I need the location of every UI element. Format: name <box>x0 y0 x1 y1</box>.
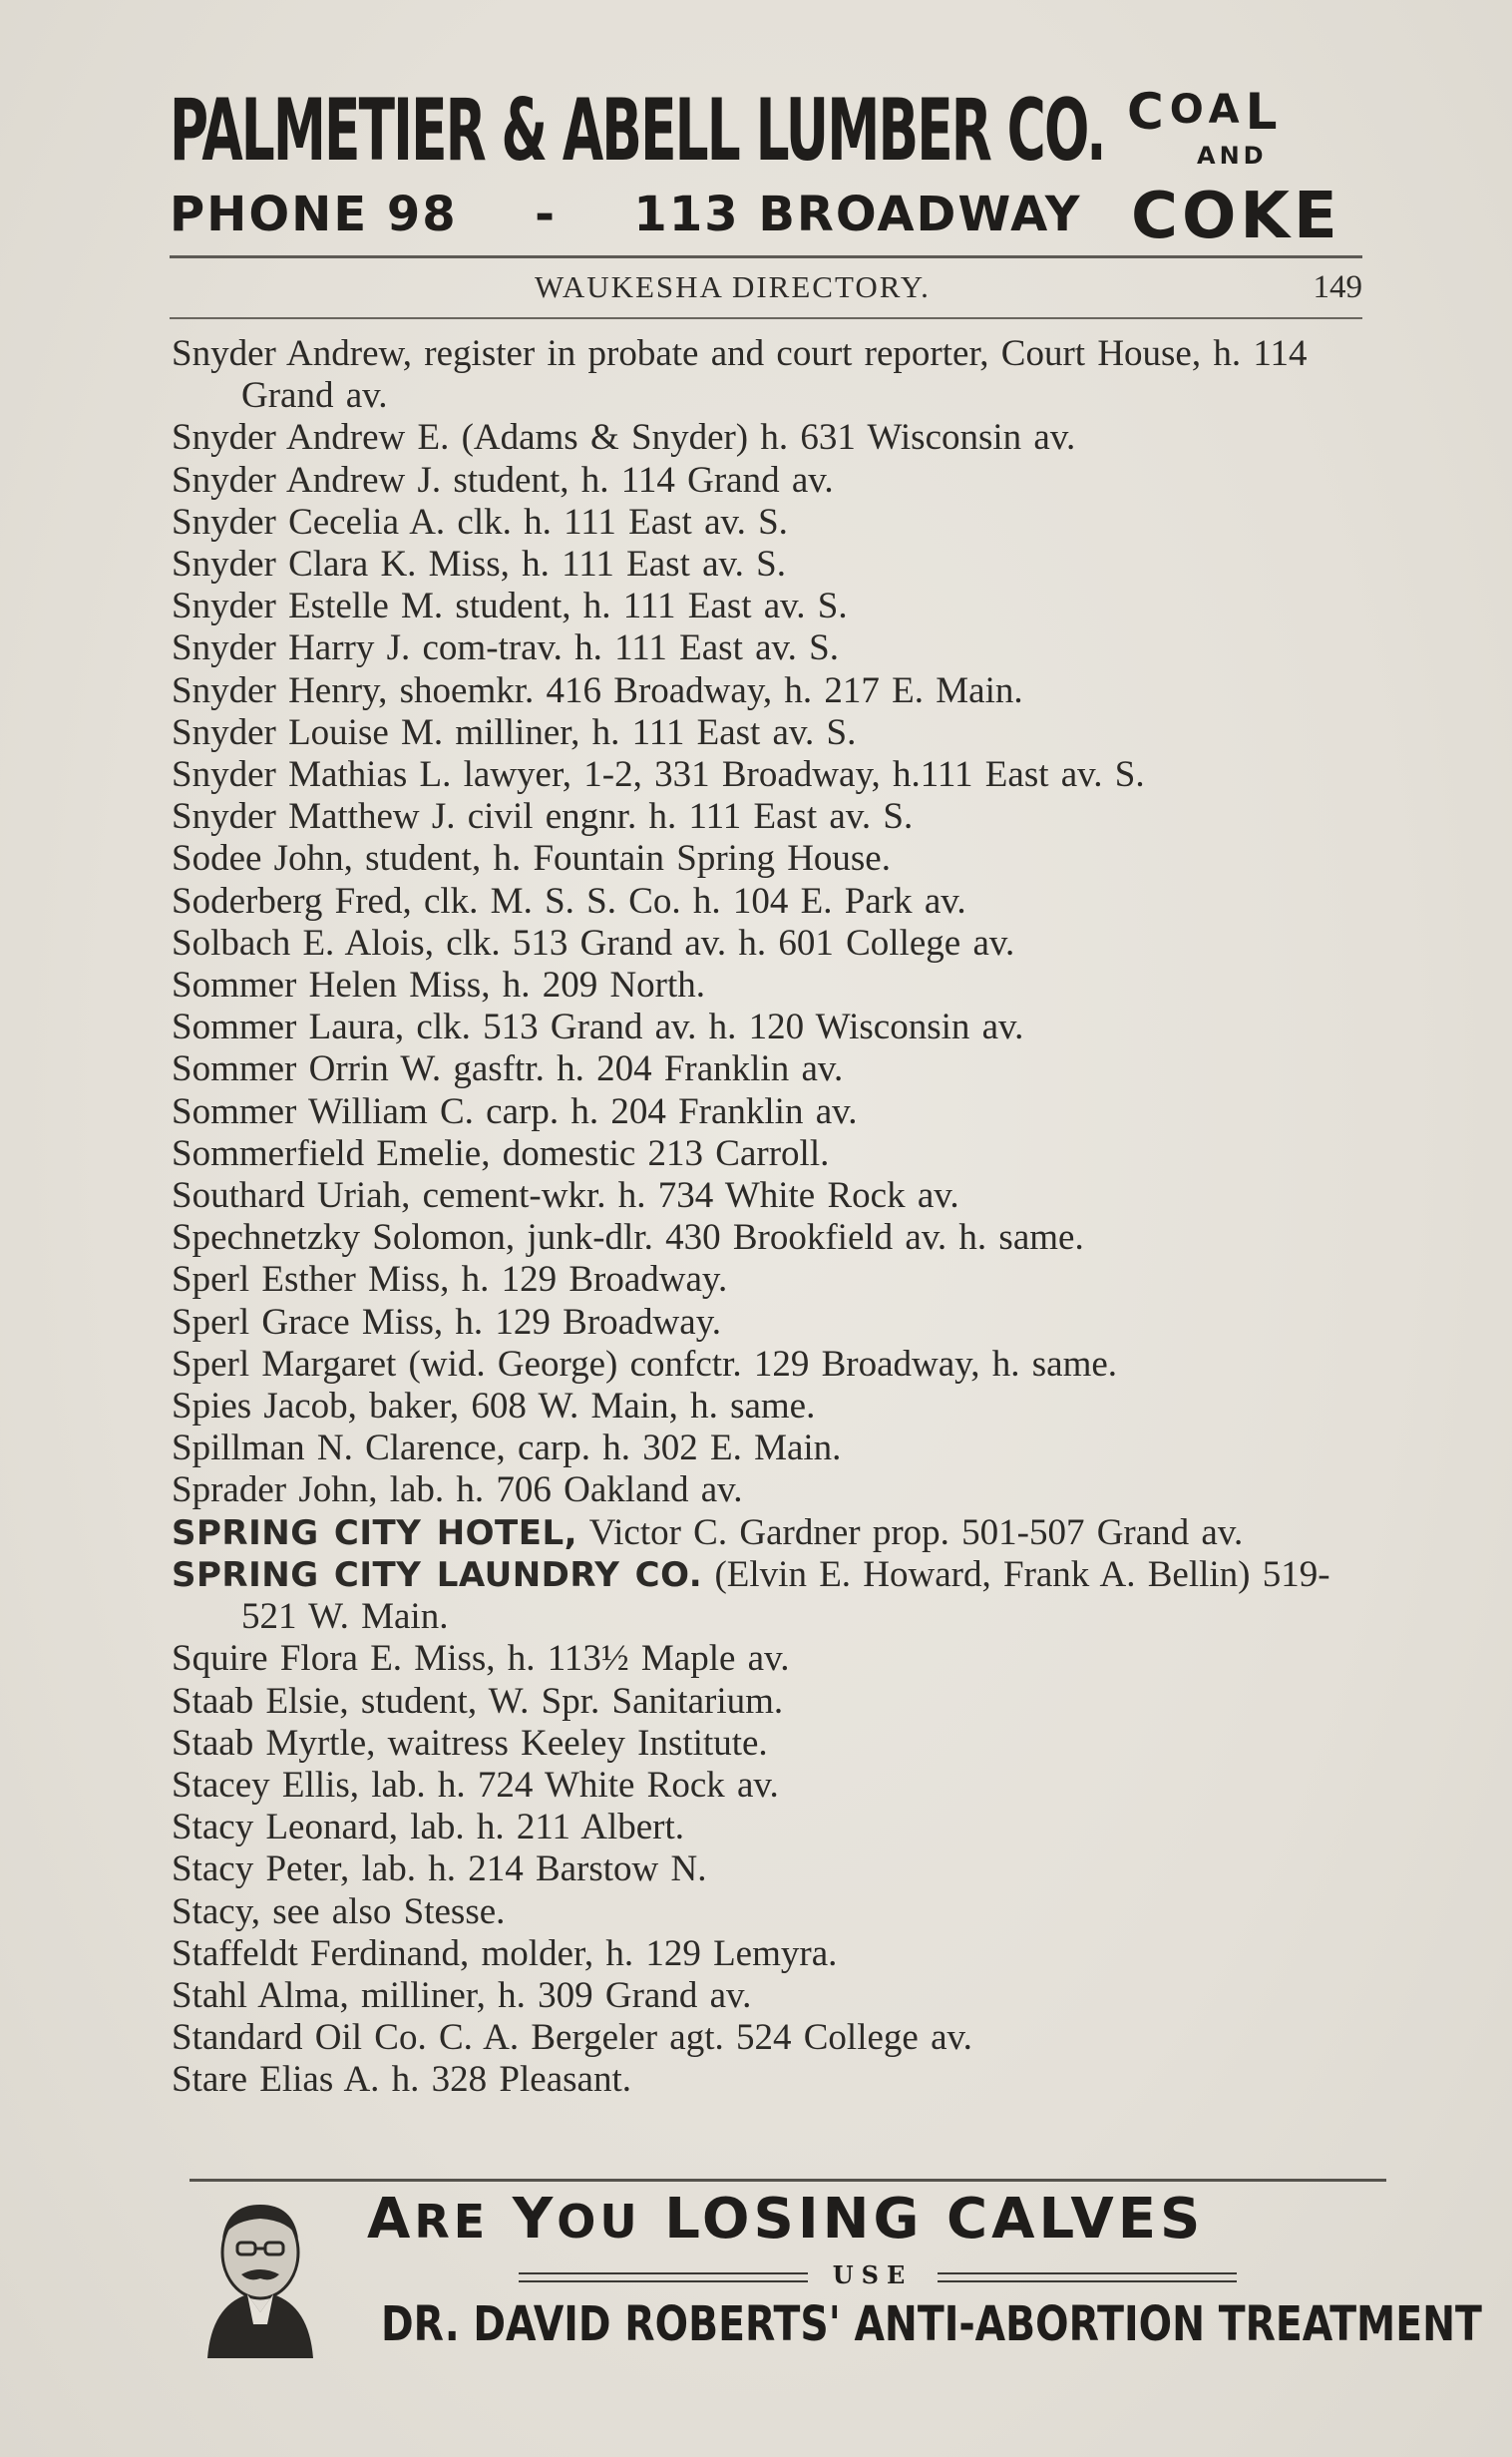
headline-ou: OU <box>557 2195 641 2249</box>
listing-entry: Stahl Alma, milliner, h. 309 Grand av. <box>172 1974 752 2016</box>
headline-rest: LOSING CALVES <box>664 2187 1205 2252</box>
listing-entry: Staab Myrtle, waitress Keeley Institute. <box>172 1722 768 1764</box>
entries-group-b <box>172 1638 1378 2101</box>
listing-entry: Snyder Andrew, register in probate and court reporter, Court House, h. 114 Grand av. <box>172 333 1308 417</box>
ad-treatment: DR. DAVID ROBERTS' ANTI-ABORTION TREATMENT <box>381 2296 1482 2352</box>
headline-y: Y <box>512 2187 558 2252</box>
listing-entry: Sperl Esther Miss, h. 129 Broadway. <box>172 1259 728 1301</box>
listing-entry: Spechnetzky Solomon, junk-dlr. 430 Brookfield av. h. same. <box>172 1217 1084 1259</box>
listing-entry: Stacey Ellis, lab. h. 724 White Rock av. <box>172 1764 779 1806</box>
listing-entry: Snyder Cecelia A. clk. h. 111 East av. S. <box>172 501 788 543</box>
running-head-rule <box>170 317 1362 319</box>
ad-coke: COKE <box>1131 180 1341 253</box>
listing-entry: Snyder Estelle M. student, h. 111 East av. S. <box>172 586 848 627</box>
listing-entry: Sperl Margaret (wid. George) confctr. 129 Broadway, h. same. <box>172 1343 1118 1385</box>
entries-group-a <box>172 333 1378 1512</box>
running-title: WAUKESHA DIRECTORY. <box>535 269 931 304</box>
portrait-illustration <box>197 2195 323 2358</box>
entry-text: (Elvin E. Howard, Frank A. Bellin) 519-521 W. Main. <box>241 1553 1330 1638</box>
ad-coal-a: A <box>1208 87 1246 133</box>
footer-rule <box>189 2179 1386 2182</box>
listing-entry: Stacy, see also Stesse. <box>172 1890 506 1932</box>
listing-entry: Spillman N. Clarence, carp. h. 302 E. Main. <box>172 1428 842 1469</box>
listing-entry: Snyder Louise M. milliner, h. 111 East av. S. <box>172 711 857 753</box>
ad-phone-address <box>170 188 1081 241</box>
listing-entry: Squire Flora E. Miss, h. 113½ Maple av. <box>172 1638 790 1680</box>
listing-entry: Sperl Grace Miss, h. 129 Broadway. <box>172 1301 722 1343</box>
headline-re: RE <box>414 2195 490 2249</box>
listing-entry: Standard Oil Co. C. A. Bergeler agt. 524 College av. <box>172 2017 972 2059</box>
listing-entry: Snyder Clara K. Miss, h. 111 East av. S. <box>172 544 786 586</box>
running-head <box>170 269 1362 309</box>
listing-entry: Sommer William C. carp. h. 204 Franklin av. <box>172 1090 858 1132</box>
headline-a: A <box>367 2187 415 2252</box>
entry-bold-name: SPRING CITY LAUNDRY CO. <box>172 1554 703 1595</box>
listing-entry: Staab Elsie, student, W. Spr. Sanitarium. <box>172 1680 784 1722</box>
ad-use-word: USE <box>832 2260 914 2289</box>
ad-and: AND <box>1197 142 1268 170</box>
listing-entry: Snyder Matthew J. civil engnr. h. 111 East av. S. <box>172 796 914 838</box>
ad-coal-c: C <box>1127 83 1170 141</box>
listing-entry: Sommer Helen Miss, h. 209 North. <box>172 965 706 1007</box>
listing-entry: Soderberg Fred, clk. M. S. S. Co. h. 104 E. Park av. <box>172 880 966 922</box>
header-rule <box>170 255 1362 258</box>
listing-entry: Snyder Andrew J. student, h. 114 Grand av. <box>172 459 834 501</box>
listing-entry: Sommerfield Emelie, domestic 213 Carroll. <box>172 1132 830 1174</box>
ad-coal-l: L <box>1245 83 1284 141</box>
listing-entry: Stacy Peter, lab. h. 214 Barstow N. <box>172 1848 707 1890</box>
listing-entry: Snyder Henry, shoemkr. 416 Broadway, h. 217 E. Main. <box>172 669 1023 711</box>
listing-entry: Sommer Laura, clk. 513 Grand av. h. 120 Wisconsin av. <box>172 1007 1024 1048</box>
entry-bold-name: SPRING CITY HOTEL, <box>172 1512 578 1553</box>
page-number: 149 <box>1313 269 1362 305</box>
entry-text: Victor C. Gardner prop. 501-507 Grand av. <box>577 1511 1244 1553</box>
listing-entry: Spies Jacob, baker, 608 W. Main, h. same. <box>172 1386 816 1428</box>
ad-coal <box>1127 84 1283 144</box>
listing-entry: Staffeldt Ferdinand, molder, h. 129 Lemyra. <box>172 1932 838 1974</box>
ad-company-name: PALMETIER & ABELL LUMBER CO. <box>170 81 1105 181</box>
listing-entry-spring-city-laundry <box>172 1554 1378 1638</box>
listing-entry-spring-city-hotel <box>172 1512 1378 1554</box>
ad-calves-headline <box>367 2187 1204 2252</box>
directory-listing <box>172 333 1378 2102</box>
ad-separator: - <box>535 187 557 242</box>
listing-entry: Sodee John, student, h. Fountain Spring House. <box>172 838 891 880</box>
ad-phone: PHONE 98 <box>170 187 458 242</box>
listing-entry: Stare Elias A. h. 328 Pleasant. <box>172 2059 631 2101</box>
listing-entry: Snyder Mathias L. lawyer, 1-2, 331 Broadway, h.111 East av. S. <box>172 754 1145 796</box>
double-rule-left <box>519 2272 808 2282</box>
listing-entry: Sprader John, lab. h. 706 Oakland av. <box>172 1469 743 1511</box>
header-advertisement <box>170 78 1361 253</box>
ad-coal-o: O <box>1169 87 1209 133</box>
listing-entry: Sommer Orrin W. gasftr. h. 204 Franklin av. <box>172 1048 844 1090</box>
ad-address: 113 BROADWAY <box>633 187 1082 242</box>
listing-entry: Snyder Harry J. com-trav. h. 111 East av. S. <box>172 627 839 669</box>
ad-use-divider <box>519 2260 1237 2290</box>
double-rule-right <box>938 2272 1237 2282</box>
listing-entry: Stacy Leonard, lab. h. 211 Albert. <box>172 1807 685 1848</box>
listing-entry: Snyder Andrew E. (Adams & Snyder) h. 631 Wisconsin av. <box>172 417 1076 459</box>
listing-entry: Solbach E. Alois, clk. 513 Grand av. h. 601 College av. <box>172 922 1015 964</box>
listing-entry: Southard Uriah, cement-wkr. h. 734 White Rock av. <box>172 1175 959 1217</box>
